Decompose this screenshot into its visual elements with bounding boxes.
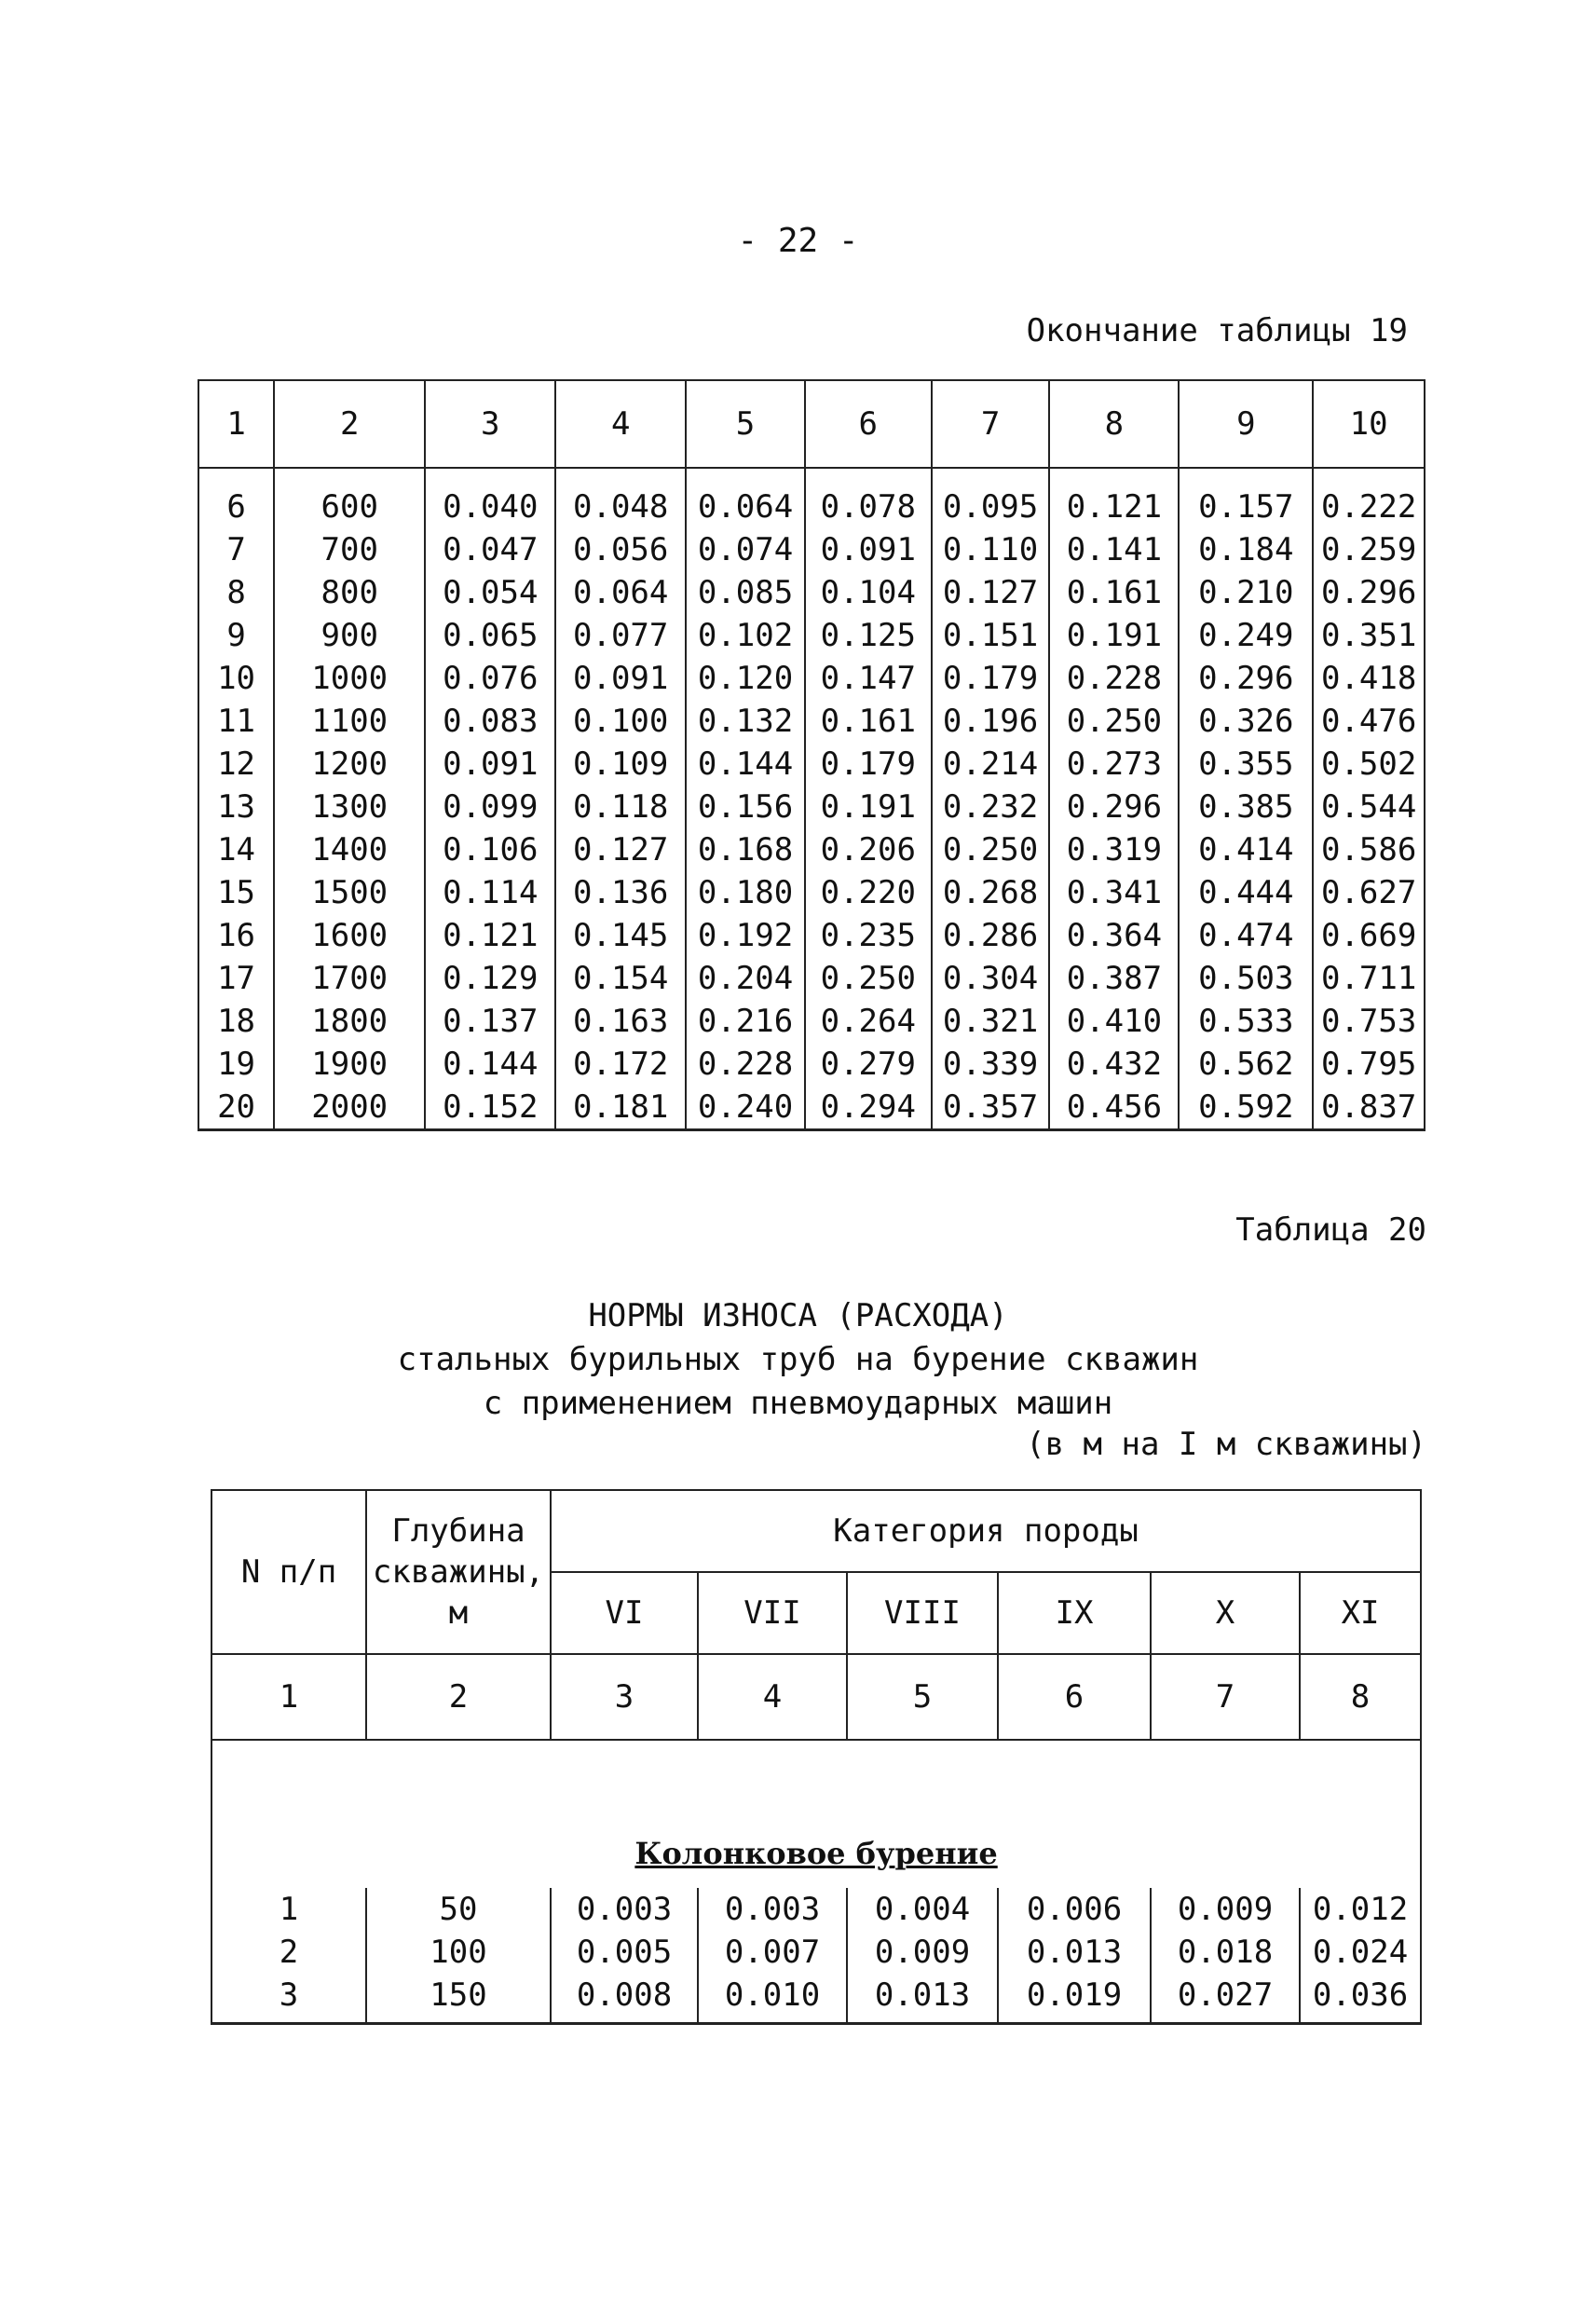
table19-row	[198, 528, 1425, 571]
table19-cell: 0.152	[425, 1086, 555, 1130]
table20-cell: 0.008	[551, 1974, 698, 2024]
table19-cell: 0.099	[425, 786, 555, 828]
table19-cell: 0.118	[555, 786, 686, 828]
table19-cell: 0.250	[805, 957, 932, 1000]
table19-cell: 0.125	[805, 614, 932, 657]
table19-cell: 0.144	[425, 1043, 555, 1086]
table19-cell: 0.250	[932, 828, 1050, 871]
table19-cell: 15	[198, 871, 274, 914]
table19-cell: 0.091	[555, 657, 686, 700]
table19-cell: 0.151	[932, 614, 1050, 657]
table20-row	[211, 1931, 1421, 1974]
table20-number: Таблица 20	[1235, 1211, 1426, 1249]
table19-cell: 0.592	[1179, 1086, 1313, 1130]
table19-cell: 0.296	[1313, 571, 1425, 614]
table19-cell: 0.418	[1313, 657, 1425, 700]
table19-cell: 0.414	[1179, 828, 1313, 871]
table19-header-cell: 9	[1179, 380, 1313, 468]
table19-cell: 0.351	[1313, 614, 1425, 657]
table19-cell: 0.137	[425, 1000, 555, 1043]
table19-cell: 1500	[274, 871, 425, 914]
table19-cell: 0.129	[425, 957, 555, 1000]
table19-cell: 0.120	[686, 657, 805, 700]
table20-title: НОРМЫ ИЗНОСА (РАСХОДА)	[588, 1297, 1008, 1334]
table19-cell: 0.047	[425, 528, 555, 571]
table19-cell: 0.273	[1049, 743, 1179, 786]
table19-cell: 1700	[274, 957, 425, 1000]
table19-cell: 0.145	[555, 914, 686, 957]
table19-cell: 6	[198, 468, 274, 528]
table19-cell: 1000	[274, 657, 425, 700]
section-row	[211, 1740, 1421, 1888]
table19-cell: 0.355	[1179, 743, 1313, 786]
table19-cell: 0.837	[1313, 1086, 1425, 1130]
table19-row	[198, 957, 1425, 1000]
table19-cell: 0.206	[805, 828, 932, 871]
table19-cell: 0.161	[1049, 571, 1179, 614]
table19-cell: 0.711	[1313, 957, 1425, 1000]
table20-cell: 0.027	[1151, 1974, 1300, 2024]
table19-cell: 0.235	[805, 914, 932, 957]
table19-cell: 0.091	[425, 743, 555, 786]
table19-cell: 0.319	[1049, 828, 1179, 871]
table20-body	[211, 1888, 1421, 2024]
table19-cell: 11	[198, 700, 274, 743]
table20-cell: 0.036	[1300, 1974, 1421, 2024]
table19-cell: 0.110	[932, 528, 1050, 571]
table20	[211, 1489, 1422, 2025]
table19-row	[198, 468, 1425, 528]
table20-cell: 0.006	[998, 1888, 1151, 1931]
table19-row	[198, 700, 1425, 743]
table20-subtitle: стальных бурильных труб на бурение скважин	[397, 1341, 1199, 1378]
table20-cell: 0.009	[847, 1931, 998, 1974]
table20-cell: 0.007	[698, 1931, 847, 1974]
table19-cell: 1900	[274, 1043, 425, 1086]
category-cell: XI	[1300, 1572, 1421, 1654]
table19-cell: 17	[198, 957, 274, 1000]
table19-cell: 13	[198, 786, 274, 828]
table19-cell: 0.091	[805, 528, 932, 571]
table19-row	[198, 743, 1425, 786]
table19-cell: 0.121	[1049, 468, 1179, 528]
table19-cell: 0.056	[555, 528, 686, 571]
header-depth: Глубина скважины, м	[366, 1490, 551, 1654]
table19-cell: 2000	[274, 1086, 425, 1130]
table19-cell: 0.154	[555, 957, 686, 1000]
table19-cell: 0.077	[555, 614, 686, 657]
table19-cell: 0.192	[686, 914, 805, 957]
table19-cell: 0.136	[555, 871, 686, 914]
table19-cell: 0.220	[805, 871, 932, 914]
table19-cell: 0.179	[932, 657, 1050, 700]
category-cell: X	[1151, 1572, 1300, 1654]
table20-column-number-row	[211, 1654, 1421, 1740]
table19-cell: 0.502	[1313, 743, 1425, 786]
header-number: N п/п	[211, 1490, 366, 1654]
table19-cell: 0.085	[686, 571, 805, 614]
table19-caption: Окончание таблицы 19	[1026, 312, 1408, 349]
table19-cell: 14	[198, 828, 274, 871]
table19-row	[198, 1086, 1425, 1130]
table19-cell: 0.562	[1179, 1043, 1313, 1086]
table20-unit: (в м на I м скважины)	[1026, 1426, 1426, 1463]
table19-header-cell: 3	[425, 380, 555, 468]
table20-cell: 0.013	[998, 1931, 1151, 1974]
table19-cell: 0.210	[1179, 571, 1313, 614]
table19-row	[198, 1000, 1425, 1043]
table19-cell: 0.268	[932, 871, 1050, 914]
table19-cell: 900	[274, 614, 425, 657]
table19-cell: 0.503	[1179, 957, 1313, 1000]
category-cell: IX	[998, 1572, 1151, 1654]
table19-header-cell: 5	[686, 380, 805, 468]
table19-cell: 0.076	[425, 657, 555, 700]
table19-cell: 0.064	[555, 571, 686, 614]
table19-cell: 0.286	[932, 914, 1050, 957]
table19-header-row	[198, 380, 1425, 468]
table19-cell: 0.179	[805, 743, 932, 786]
table19-cell: 10	[198, 657, 274, 700]
table19-cell: 0.161	[805, 700, 932, 743]
table19-header-cell: 4	[555, 380, 686, 468]
table19-cell: 0.357	[932, 1086, 1050, 1130]
table20-cell: 0.010	[698, 1974, 847, 2024]
table19-cell: 0.533	[1179, 1000, 1313, 1043]
table19-body	[198, 468, 1425, 1130]
table19-cell: 0.214	[932, 743, 1050, 786]
table19-cell: 0.083	[425, 700, 555, 743]
table19-cell: 19	[198, 1043, 274, 1086]
table19-cell: 0.364	[1049, 914, 1179, 957]
table20-header-row	[211, 1490, 1421, 1572]
table19-cell: 0.127	[555, 828, 686, 871]
column-number-cell: 6	[998, 1654, 1151, 1740]
table19-cell: 0.222	[1313, 468, 1425, 528]
table20-cell: 0.012	[1300, 1888, 1421, 1931]
table20-cell: 2	[211, 1931, 366, 1974]
table19-cell: 0.114	[425, 871, 555, 914]
table19-row	[198, 1043, 1425, 1086]
category-cell: VIII	[847, 1572, 998, 1654]
table19-cell: 1100	[274, 700, 425, 743]
table19-cell: 0.102	[686, 614, 805, 657]
table19-cell: 0.326	[1179, 700, 1313, 743]
table19-cell: 0.078	[805, 468, 932, 528]
table20-cell: 0.018	[1151, 1931, 1300, 1974]
table19-cell: 0.064	[686, 468, 805, 528]
table19-cell: 0.095	[932, 468, 1050, 528]
table19-cell: 0.147	[805, 657, 932, 700]
column-number-cell: 5	[847, 1654, 998, 1740]
table20-cell: 0.009	[1151, 1888, 1300, 1931]
table19-cell: 0.294	[805, 1086, 932, 1130]
table20-cell: 0.013	[847, 1974, 998, 2024]
table20-cell: 0.004	[847, 1888, 998, 1931]
table19-header-cell: 6	[805, 380, 932, 468]
table19-cell: 0.232	[932, 786, 1050, 828]
table19-cell: 0.456	[1049, 1086, 1179, 1130]
table20-cell: 3	[211, 1974, 366, 2024]
table19-cell: 0.385	[1179, 786, 1313, 828]
table19-cell: 20	[198, 1086, 274, 1130]
table19-row	[198, 657, 1425, 700]
table19-cell: 0.204	[686, 957, 805, 1000]
table19-cell: 0.228	[686, 1043, 805, 1086]
table19-cell: 16	[198, 914, 274, 957]
table19-row	[198, 614, 1425, 657]
table19-cell: 0.048	[555, 468, 686, 528]
page-number: - 22 -	[737, 222, 859, 260]
table19-cell: 0.216	[686, 1000, 805, 1043]
table19-header-cell: 2	[274, 380, 425, 468]
table19-cell: 0.141	[1049, 528, 1179, 571]
table20-cell: 0.005	[551, 1931, 698, 1974]
table19-cell: 0.627	[1313, 871, 1425, 914]
table20-cell: 0.003	[551, 1888, 698, 1931]
table19-cell: 0.074	[686, 528, 805, 571]
table20-cell: 150	[366, 1974, 551, 2024]
table19-cell: 0.432	[1049, 1043, 1179, 1086]
table19-cell: 0.544	[1313, 786, 1425, 828]
table19-cell: 600	[274, 468, 425, 528]
table19-row	[198, 828, 1425, 871]
table19-cell: 0.304	[932, 957, 1050, 1000]
table19-cell: 0.444	[1179, 871, 1313, 914]
table19-cell: 1600	[274, 914, 425, 957]
section-title: Колонковое бурение	[211, 1740, 1421, 1888]
table19-cell: 0.339	[932, 1043, 1050, 1086]
category-cell: VI	[551, 1572, 698, 1654]
table19-cell: 0.321	[932, 1000, 1050, 1043]
table19-cell: 0.106	[425, 828, 555, 871]
table19-cell: 0.121	[425, 914, 555, 957]
table20-cell: 0.003	[698, 1888, 847, 1931]
table20-cell: 0.024	[1300, 1931, 1421, 1974]
table19-cell: 0.054	[425, 571, 555, 614]
table19-cell: 0.279	[805, 1043, 932, 1086]
table19-cell: 18	[198, 1000, 274, 1043]
table19-cell: 0.156	[686, 786, 805, 828]
category-cell: VII	[698, 1572, 847, 1654]
table19-header-cell: 8	[1049, 380, 1179, 468]
table19-cell: 0.127	[932, 571, 1050, 614]
table19-cell: 0.172	[555, 1043, 686, 1086]
table19-cell: 0.259	[1313, 528, 1425, 571]
table19-cell: 0.100	[555, 700, 686, 743]
table19-cell: 0.341	[1049, 871, 1179, 914]
column-number-cell: 1	[211, 1654, 366, 1740]
table19-cell: 0.132	[686, 700, 805, 743]
table19-row	[198, 786, 1425, 828]
table19-cell: 7	[198, 528, 274, 571]
table19-cell: 0.104	[805, 571, 932, 614]
table19-cell: 0.180	[686, 871, 805, 914]
table19-cell: 0.163	[555, 1000, 686, 1043]
table19-cell: 0.144	[686, 743, 805, 786]
table20-subtitle-2: с применением пневмоударных машин	[483, 1385, 1113, 1422]
table19-cell: 0.228	[1049, 657, 1179, 700]
table19-cell: 0.184	[1179, 528, 1313, 571]
table19-cell: 1400	[274, 828, 425, 871]
table19-cell: 0.296	[1049, 786, 1179, 828]
table19-cell: 0.191	[1049, 614, 1179, 657]
table19-cell: 1800	[274, 1000, 425, 1043]
header-category: Категория породы	[551, 1490, 1421, 1572]
table19-cell: 0.191	[805, 786, 932, 828]
table19-cell: 800	[274, 571, 425, 614]
table19-cell: 0.196	[932, 700, 1050, 743]
table19-cell: 0.296	[1179, 657, 1313, 700]
table19-row	[198, 571, 1425, 614]
table19-cell: 0.240	[686, 1086, 805, 1130]
table20-cell: 0.019	[998, 1974, 1151, 2024]
table19-cell: 8	[198, 571, 274, 614]
table19-row	[198, 914, 1425, 957]
column-number-cell: 8	[1300, 1654, 1421, 1740]
table19-cell: 12	[198, 743, 274, 786]
table19-cell: 0.109	[555, 743, 686, 786]
table19-cell: 0.795	[1313, 1043, 1425, 1086]
table19-cell: 0.181	[555, 1086, 686, 1130]
table19-cell: 0.040	[425, 468, 555, 528]
table19-cell: 0.250	[1049, 700, 1179, 743]
table20-row	[211, 1888, 1421, 1931]
table19-header-cell: 7	[932, 380, 1050, 468]
table19-cell: 0.264	[805, 1000, 932, 1043]
table19-header-cell: 1	[198, 380, 274, 468]
table19	[198, 379, 1425, 1131]
table19-cell: 0.753	[1313, 1000, 1425, 1043]
table19-cell: 0.168	[686, 828, 805, 871]
table19-cell: 700	[274, 528, 425, 571]
table19-cell: 1300	[274, 786, 425, 828]
table19-cell: 0.669	[1313, 914, 1425, 957]
table20-row	[211, 1974, 1421, 2024]
table19-cell: 0.249	[1179, 614, 1313, 657]
table19-cell: 0.410	[1049, 1000, 1179, 1043]
table19-cell: 0.474	[1179, 914, 1313, 957]
table19-cell: 1200	[274, 743, 425, 786]
column-number-cell: 7	[1151, 1654, 1300, 1740]
table19-cell: 9	[198, 614, 274, 657]
table19-row	[198, 871, 1425, 914]
column-number-cell: 2	[366, 1654, 551, 1740]
table20-cell: 1	[211, 1888, 366, 1931]
column-number-cell: 3	[551, 1654, 698, 1740]
table19-cell: 0.065	[425, 614, 555, 657]
column-number-cell: 4	[698, 1654, 847, 1740]
table19-cell: 0.157	[1179, 468, 1313, 528]
table19-header-cell: 10	[1313, 380, 1425, 468]
table19-cell: 0.387	[1049, 957, 1179, 1000]
table19-cell: 0.476	[1313, 700, 1425, 743]
table19-cell: 0.586	[1313, 828, 1425, 871]
table20-cell: 50	[366, 1888, 551, 1931]
table20-cell: 100	[366, 1931, 551, 1974]
